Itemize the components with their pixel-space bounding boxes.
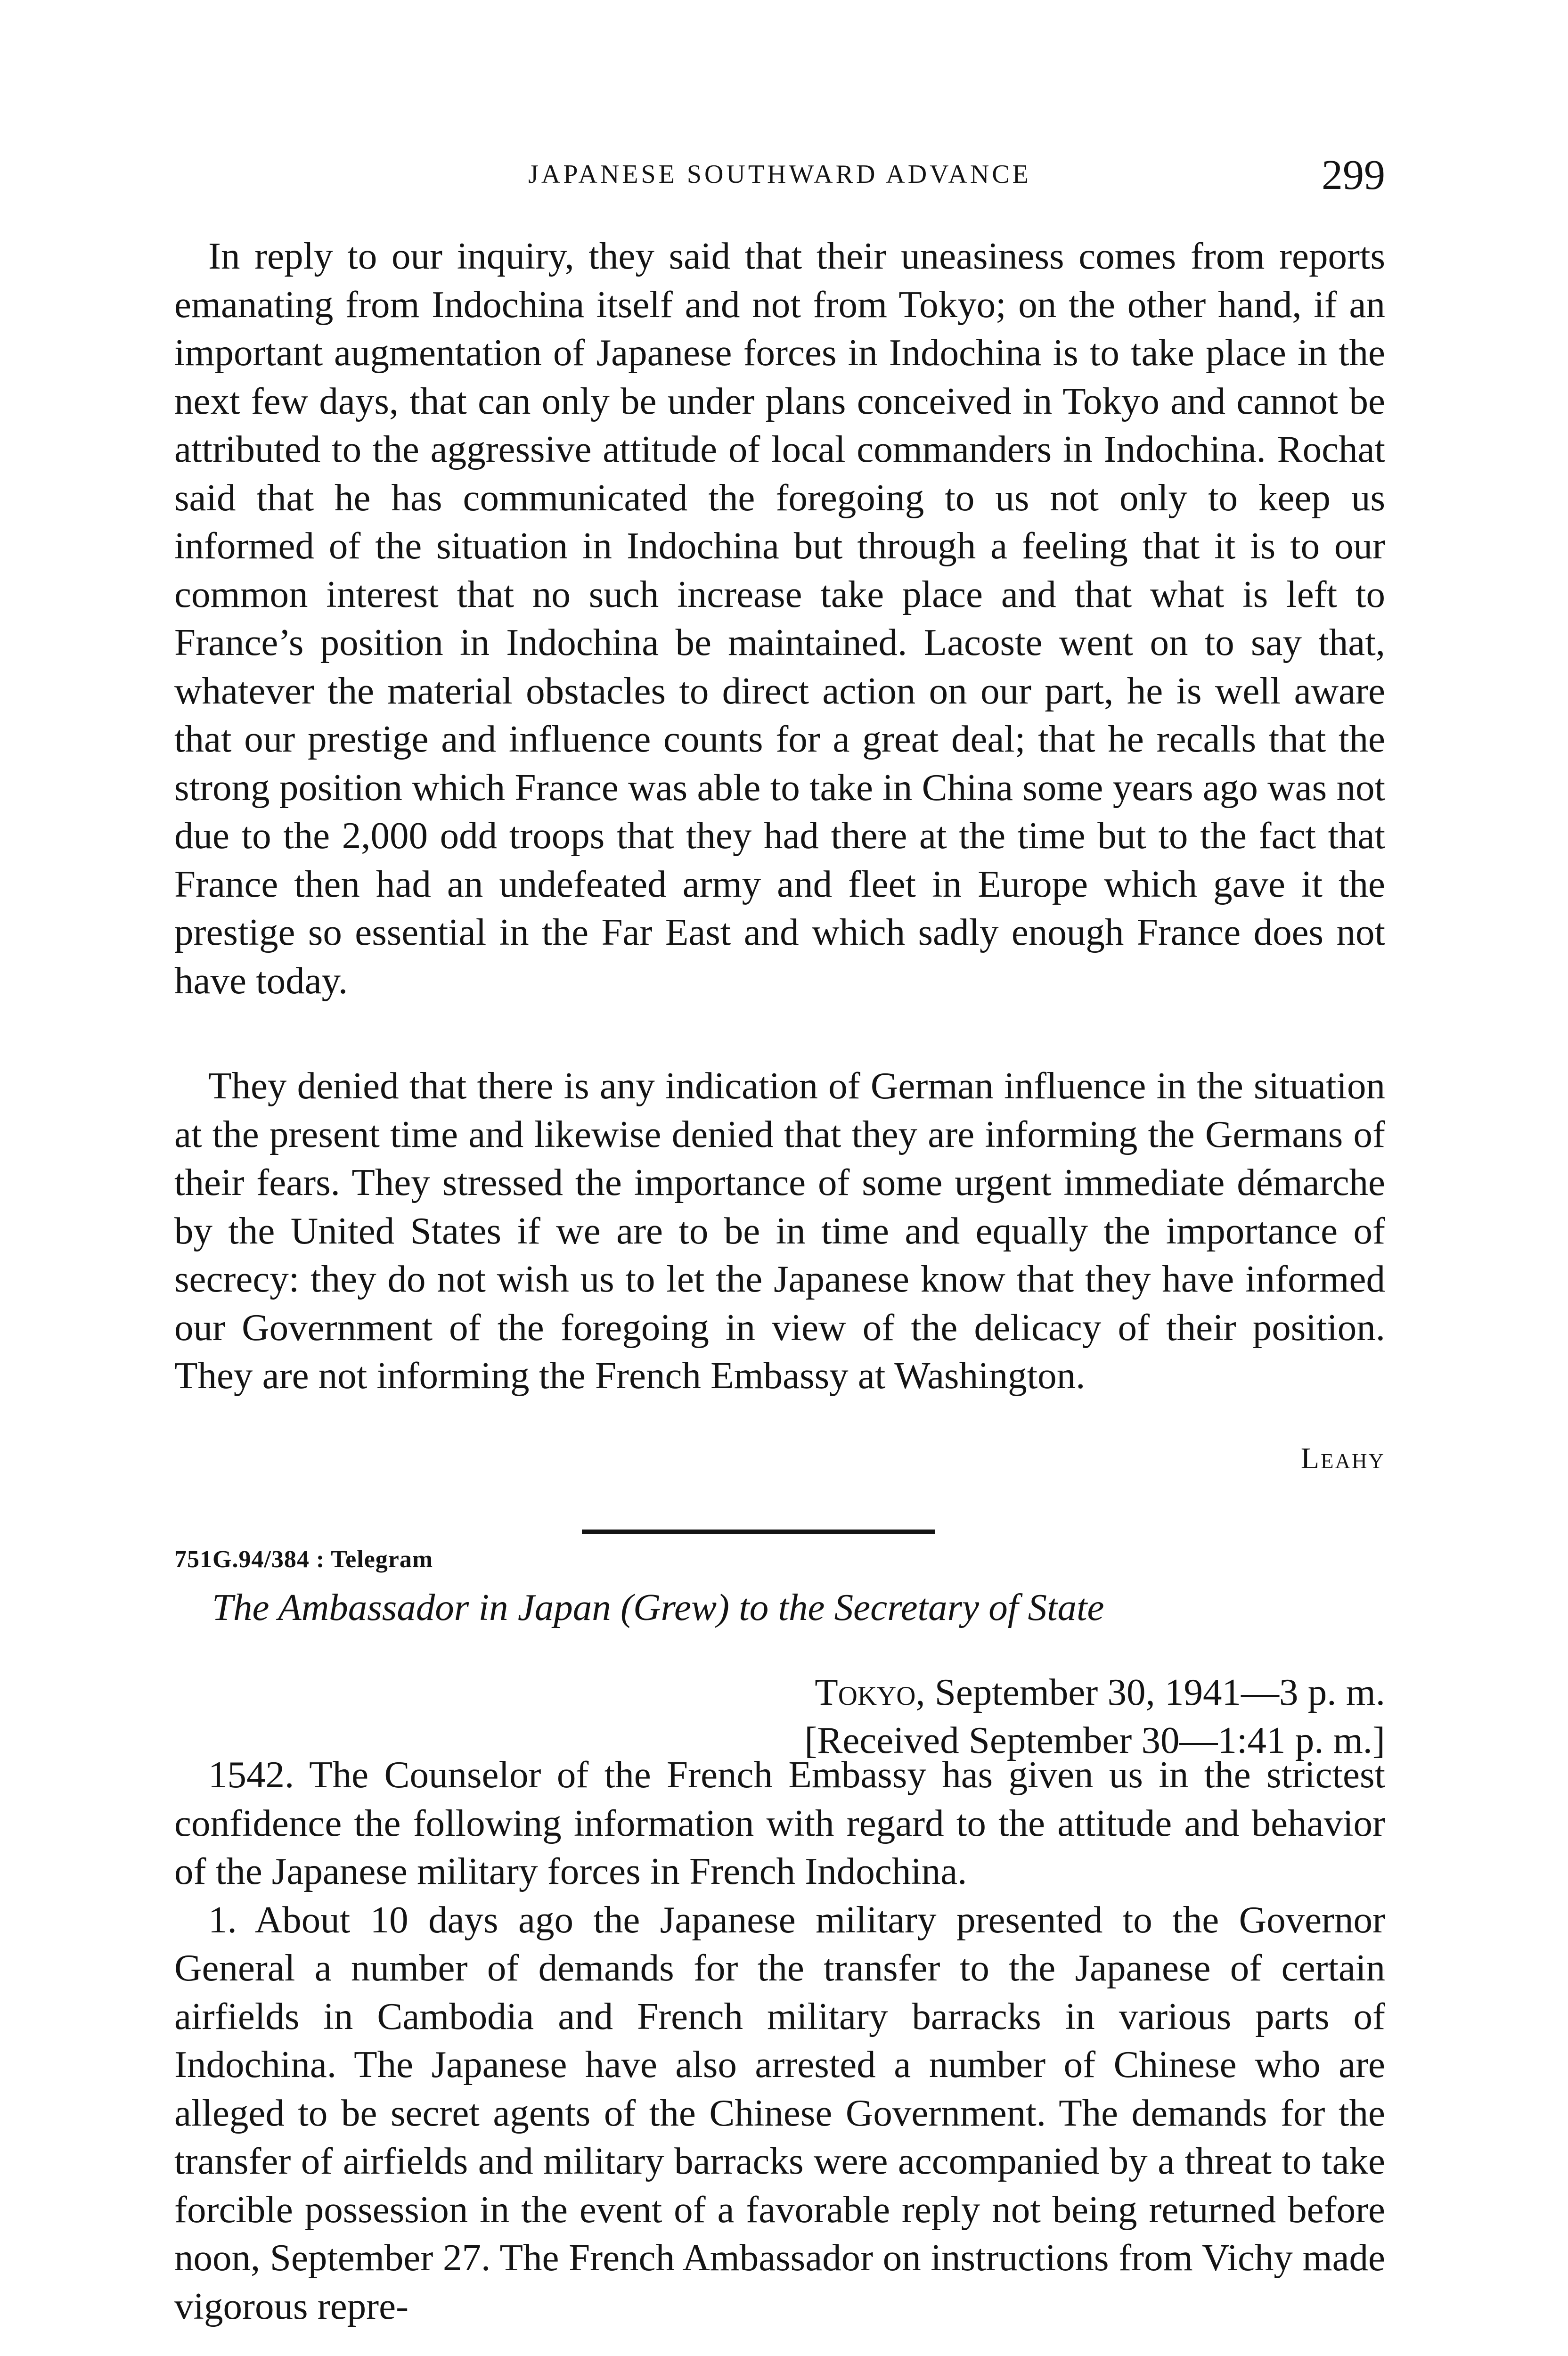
dateline-received: [Received September 30—1:41 p. m.] (804, 1719, 1385, 1761)
dateline (804, 1668, 1385, 1764)
section-divider (582, 1530, 935, 1534)
body-paragraph: 1. About 10 days ago the Japanese military presented to the Governor General a number of demands for the transfer to the Japanese of certain airfields in Cambodia and French military barracks in various parts of Indochina. The Japanese have also arrested a number of Chinese who are alleged to be secret agents of the Chinese Government. The demands for the transfer of airfields and military barracks were accompanied by a threat to take forcible possession in the event of a favorable reply not being returned before noon, September 27. The French Ambassador on instructions from Vichy made vigorous repre- (174, 1898, 1385, 2327)
dateline-sent (804, 1668, 1385, 1716)
signature-leahy: Leahy (1300, 1441, 1385, 1475)
dateline-sent-time: , September 30, 1941—3 p. m. (915, 1671, 1385, 1713)
continuation-paragraph (174, 232, 1385, 1005)
page-number: 299 (1322, 152, 1385, 198)
running-head (174, 151, 1385, 203)
closing-paragraph (174, 1062, 1385, 1400)
dateline-place: Tokyo (815, 1671, 916, 1713)
body-paragraph: They denied that there is any indication of German influence in the situation at the present time and likewise denied that they are informing the Germans of their fears. They stressed the importance of some urgent immediate démarche by the United States if we are to be in time and equally the importance of secrecy: they do not wish us to let the Japanese know that they have informed our Government of the foregoing in view of the delicacy of their position. They are not informing the French Embassy at Washington. (174, 1064, 1385, 1397)
file-reference: 751G.94/384 : Telegram (174, 1546, 433, 1573)
running-title: JAPANESE SOUTHWARD ADVANCE (528, 160, 1031, 189)
document-heading: The Ambassador in Japan (Grew) to the Secretary of State (212, 1586, 1104, 1628)
body-paragraph: 1542. The Counselor of the French Embassy has given us in the strictest confidence the following information with regard to the attitude and behavior of the Japanese military forces in French Indochina. (174, 1753, 1385, 1892)
telegram-body (174, 1751, 1385, 2330)
body-paragraph: In reply to our inquiry, they said that their uneasiness comes from reports emanating from Indochina itself and not from Tokyo; on the other hand, if an important augmentation of Japanese forces in Indochina is to take place in the next few days, that can only be under plans conceived in Tokyo and cannot be attributed to the aggressive attitude of local commanders in Indochina. Rochat said that he has communicated the foregoing to us not only to keep us informed of the situation in Indochina but through a feeling that it is to our common interest that no such increase take place and that what is left to France’s position in Indochina be maintained. Lacoste went on to say that, whatever the material obstacles to direct action on our part, he is well aware that our prestige and influence counts for a great deal; that he recalls that the strong position which France was able to take in China some years ago was not due to the 2,000 odd troops that they had there at the time but to the fact that France then had an undefeated army and fleet in Europe which gave it the prestige so essential in the Far East and which sadly enough France does not have today. (174, 235, 1385, 1002)
